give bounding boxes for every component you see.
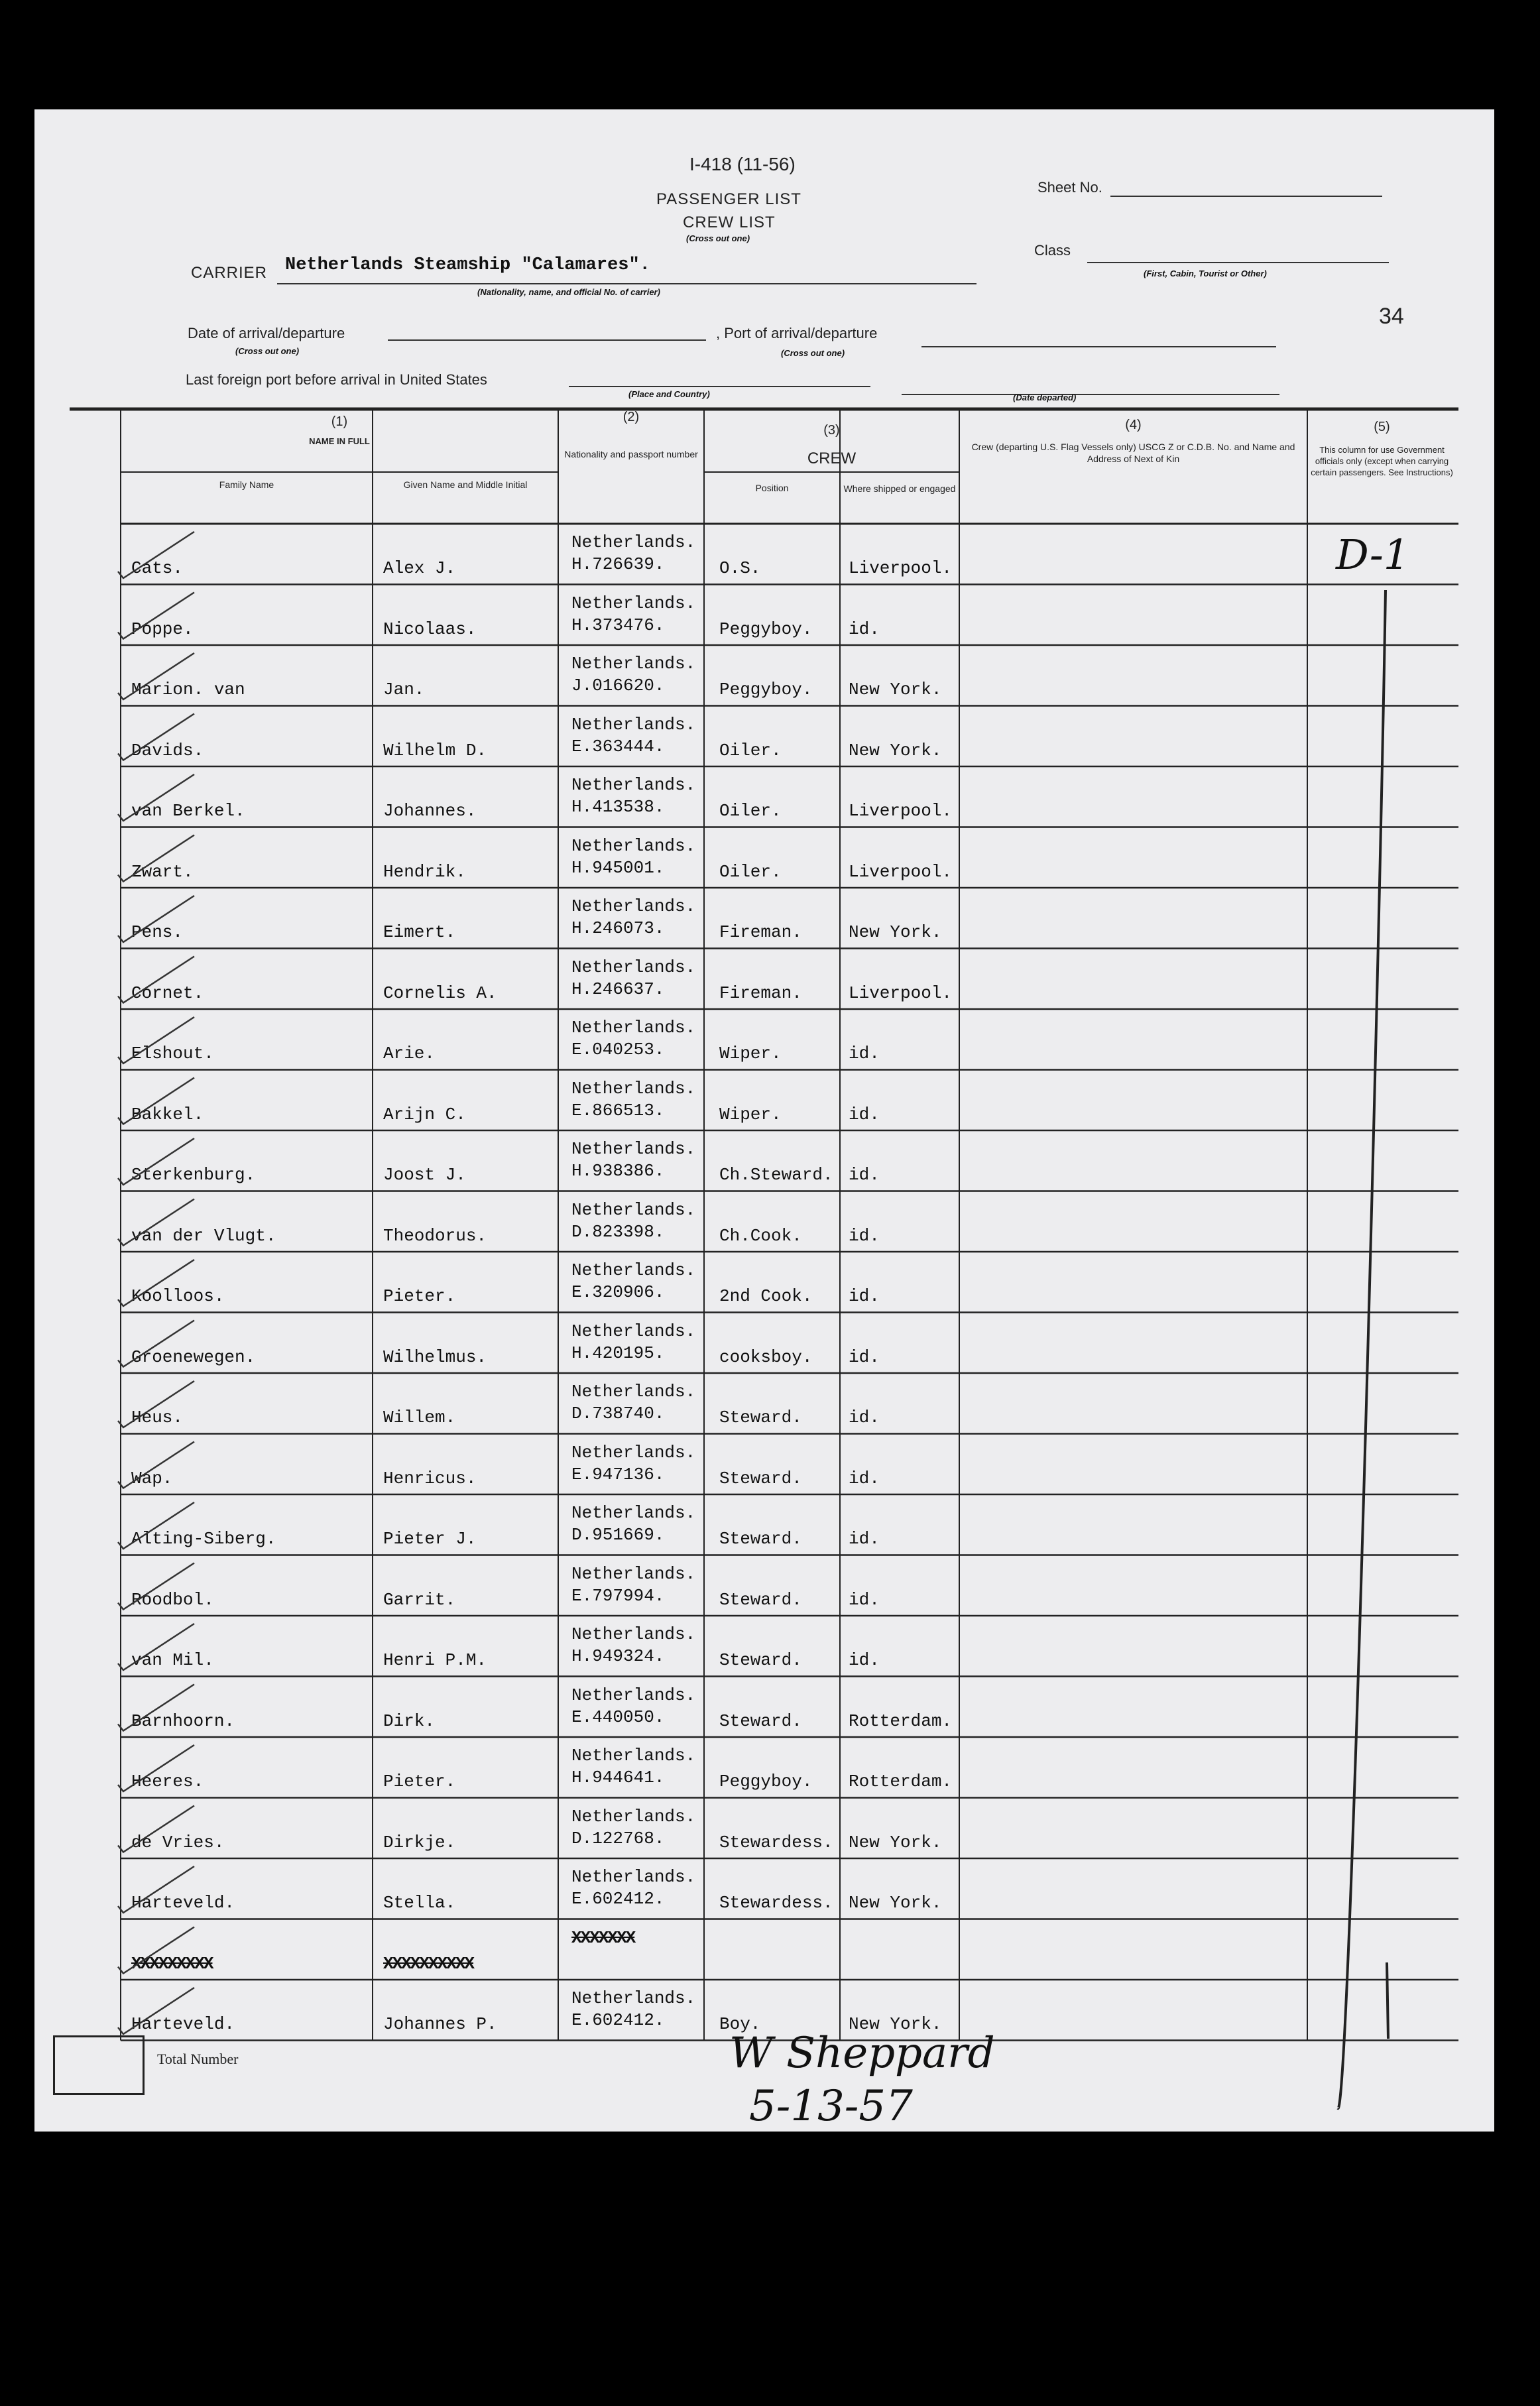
where-shipped: New York. [849, 1893, 942, 1913]
passport-number: H.944641. [571, 1768, 665, 1787]
official-column-line [1338, 590, 1386, 2108]
passport-number: E.602412. [571, 1889, 665, 1909]
nationality: Netherlands. [571, 593, 696, 613]
passport-number: D.951669. [571, 1525, 665, 1545]
passport-number: H.246637. [571, 979, 665, 999]
tick-mark [118, 714, 194, 760]
tick-mark [118, 1078, 194, 1124]
family-name: Davids. [131, 740, 204, 760]
crew-position: Wiper. [719, 1104, 782, 1124]
port-note: (Cross out one) [781, 348, 845, 358]
given-name: Pieter. [383, 1772, 456, 1791]
tick-mark [118, 1260, 194, 1306]
nationality: Netherlands. [571, 1988, 696, 2008]
tick-mark [118, 1321, 194, 1367]
where-shipped: Rotterdam. [849, 1772, 953, 1791]
col5-number: (5) [1374, 420, 1390, 434]
crew-position: Ch.Cook. [719, 1225, 802, 1246]
nationality: Netherlands. [571, 1806, 696, 1827]
page-number: 34 [1379, 304, 1404, 329]
tick-mark [118, 1685, 194, 1731]
crew-position: Fireman. [719, 922, 802, 942]
crew-position: 2nd Cook. [719, 1286, 813, 1306]
col-where-shipped: Where shipped or engaged [843, 483, 956, 494]
where-shipped: id. [849, 1225, 880, 1246]
nationality: Netherlands. [571, 1746, 696, 1766]
where-shipped: New York. [849, 1832, 942, 1852]
family-name: Heeres. [131, 1772, 204, 1791]
nationality: Netherlands. [571, 532, 696, 552]
col5-title: This column for use Government officials only (except when carrying certain passengers. See Instructions) [1311, 445, 1453, 477]
crew-position: Stewardess. [719, 1832, 833, 1852]
carrier-label: CARRIER [191, 264, 268, 282]
nationality: Netherlands. [571, 1503, 696, 1523]
given-name: Arie. [383, 1044, 436, 1063]
given-name: Joost J. [383, 1165, 466, 1185]
where-shipped: id. [849, 619, 880, 639]
passport-number: D.823398. [571, 1221, 665, 1242]
inspector-signature: W Sheppard [729, 2029, 995, 2078]
nationality: Netherlands. [571, 1442, 696, 1463]
passport-number: E.797994. [571, 1585, 665, 1606]
family-name: Pens. [131, 922, 184, 942]
crew-position: Boy. [719, 2014, 761, 2034]
crew-list-title: CREW LIST [683, 213, 776, 231]
given-name: Theodorus. [383, 1225, 487, 1246]
tick-mark [118, 1381, 194, 1427]
family-name: Alting-Siberg. [131, 1529, 276, 1549]
given-name: Stella. [383, 1893, 456, 1913]
passport-number: H.246073. [571, 918, 665, 938]
tick-mark [118, 1138, 194, 1185]
col2-number: (2) [622, 410, 640, 424]
given-name: Nicolaas. [383, 619, 477, 639]
tick-mark [118, 1745, 194, 1791]
where-shipped: id. [849, 1408, 880, 1427]
passport-number: H.420195. [571, 1343, 665, 1363]
nationality: Netherlands. [571, 1199, 696, 1220]
date-label: Date of arrival/departure [188, 325, 345, 341]
passport-number: E.866513. [571, 1100, 665, 1120]
nationality: Netherlands. [571, 1139, 696, 1159]
nationality: Netherlands. [571, 1867, 696, 1887]
nationality: Netherlands. [571, 1321, 696, 1341]
family-name: Marion. van [131, 680, 245, 699]
passport-number: D.122768. [571, 1828, 665, 1848]
family-name: Koolloos. [131, 1286, 225, 1306]
crew-position: O.S. [719, 558, 761, 578]
official-mark: D-1 [1336, 530, 1410, 579]
family-name: de Vries. [131, 1832, 225, 1852]
family-name: Barnhoorn. [131, 1711, 235, 1731]
nationality: Netherlands. [571, 1563, 696, 1584]
nationality: Netherlands. [571, 957, 696, 977]
tick-mark [118, 957, 194, 1003]
given-name: Dirk. [383, 1711, 436, 1731]
form-number: I-418 (11-56) [689, 154, 796, 174]
tick-mark [118, 1988, 194, 2034]
where-shipped: New York. [849, 2014, 942, 2034]
col1-title: NAME IN FULL [309, 436, 370, 446]
tick-mark [118, 1806, 194, 1852]
tick-mark [118, 1866, 194, 1913]
passport-number: H.413538. [571, 797, 665, 817]
where-shipped: Liverpool. [849, 983, 953, 1003]
crew-position: Steward. [719, 1408, 802, 1427]
where-shipped: Liverpool. [849, 861, 953, 882]
col1-number: (1) [331, 414, 348, 429]
passenger-list-title: PASSENGER LIST [656, 190, 801, 208]
where-shipped: id. [849, 1044, 880, 1063]
given-name: Hendrik. [383, 861, 466, 882]
tick-mark [118, 835, 194, 882]
crew-position: Steward. [719, 1711, 802, 1731]
family-name: van Mil. [131, 1650, 214, 1670]
col2-title: Nationality and passport number [564, 449, 698, 459]
crew-position: Steward. [719, 1529, 802, 1549]
family-name: Cornet. [131, 983, 204, 1003]
tick-mark [118, 1563, 194, 1610]
nationality: Netherlands. [571, 1260, 696, 1280]
tick-mark [118, 1017, 194, 1063]
passport-number: J.016620. [571, 676, 665, 695]
where-shipped: New York. [849, 922, 942, 942]
tick-mark [118, 896, 194, 942]
crew-position: Peggyboy. [719, 619, 813, 639]
given-name: Arijn C. [383, 1104, 466, 1124]
tick-mark [118, 1927, 194, 1974]
given-name: Garrit. [383, 1589, 456, 1610]
given-name: Henricus. [383, 1468, 477, 1488]
where-shipped: Rotterdam. [849, 1711, 953, 1731]
col3-number: (3) [823, 423, 840, 438]
crew-position: cooksboy. [719, 1347, 813, 1367]
family-name: Elshout. [131, 1044, 214, 1063]
where-shipped: id. [849, 1286, 880, 1306]
given-name: Johannes. [383, 801, 477, 821]
nationality: Netherlands. [571, 775, 696, 795]
nationality: Netherlands. [571, 896, 696, 916]
sheet-label: Sheet No. [1037, 179, 1102, 196]
tick-mark [118, 532, 194, 578]
where-shipped: id. [849, 1468, 880, 1488]
cross-out-note: (Cross out one) [686, 233, 750, 243]
given-name: Pieter. [383, 1286, 456, 1306]
tick-mark [118, 653, 194, 699]
family-name: Groenewegen. [131, 1347, 256, 1367]
where-shipped: Liverpool. [849, 801, 953, 821]
col4-title: Crew (departing U.S. Flag Vessels only) USCG Z or C.D.B. No. and Name and Address of Next of Kin [971, 442, 1295, 464]
tick-mark [118, 774, 194, 821]
nationality: Netherlands. [571, 1685, 696, 1705]
passport-number: E.947136. [571, 1464, 665, 1484]
signature-date: 5-13-57 [749, 2082, 913, 2131]
last-port-note: (Place and Country) [628, 389, 710, 399]
passport-number: E.040253. [571, 1040, 665, 1059]
where-shipped: Liverpool. [849, 558, 953, 578]
given-name: Wilhelmus. [383, 1347, 487, 1367]
given-name: Willem. [383, 1408, 456, 1427]
family-name: Harteveld. [131, 2014, 235, 2034]
passport-number: D.738740. [571, 1404, 665, 1423]
crew-position: Peggyboy. [719, 1772, 813, 1791]
tick-mark [118, 1624, 194, 1670]
crew-position: Fireman. [719, 983, 802, 1003]
family-name: van Berkel. [131, 801, 245, 821]
given-name: Dirkje. [383, 1832, 456, 1852]
tick-mark [118, 1502, 194, 1549]
date-note: (Cross out one) [235, 346, 300, 356]
family-name: Cats. [131, 558, 184, 578]
class-note: (First, Cabin, Tourist or Other) [1144, 269, 1267, 278]
crew-position: Steward. [719, 1650, 802, 1670]
passport-number: H.949324. [571, 1646, 665, 1666]
passport-number: E.363444. [571, 736, 665, 756]
col-given-name: Given Name and Middle Initial [403, 479, 528, 490]
nationality: Netherlands. [571, 835, 696, 856]
passport-number: H.373476. [571, 615, 665, 635]
given-name: Wilhelm D. [383, 740, 487, 760]
nationality: Netherlands. [571, 1078, 696, 1099]
nationality: Netherlands. [571, 654, 696, 674]
passport-number: E.440050. [571, 1707, 665, 1727]
crew-position: Oiler. [719, 861, 782, 882]
given-name: Pieter J. [383, 1529, 477, 1549]
date-departed-note: (Date departed) [1013, 392, 1077, 402]
passport-number: E.602412. [571, 2010, 665, 2030]
where-shipped: New York. [849, 680, 942, 699]
tick-mark [118, 1199, 194, 1246]
given-name: Eimert. [383, 922, 456, 942]
family-name: van der Vlugt. [131, 1225, 276, 1246]
family-name: Bakkel. [131, 1104, 204, 1124]
where-shipped: id. [849, 1347, 880, 1367]
carrier-note: (Nationality, name, and official No. of carrier) [477, 287, 660, 297]
where-shipped: id. [849, 1529, 880, 1549]
family-name: Poppe. [131, 619, 194, 639]
crew-position: Steward. [719, 1468, 802, 1488]
class-label: Class [1034, 242, 1071, 259]
family-name: XXXXXXXXX [131, 1953, 213, 1974]
tick-mark [118, 1442, 194, 1488]
where-shipped: id. [849, 1165, 880, 1185]
given-name: Henri P.M. [383, 1650, 487, 1670]
passport-number: H.938386. [571, 1161, 665, 1181]
crew-position: Steward. [719, 1589, 802, 1610]
port-label: , Port of arrival/departure [716, 325, 878, 341]
total-number-label: Total Number [157, 2051, 239, 2067]
crew-position: Oiler. [719, 801, 782, 821]
col-family-name: Family Name [219, 479, 274, 490]
family-name: Wap. [131, 1468, 173, 1488]
passport-number: H.945001. [571, 857, 665, 878]
tick-mark [118, 593, 194, 639]
where-shipped: New York. [849, 740, 942, 760]
family-name: Roodbol. [131, 1589, 214, 1610]
where-shipped: id. [849, 1650, 880, 1670]
given-name: Cornelis A. [383, 983, 497, 1003]
crew-position: Ch.Steward. [719, 1165, 833, 1185]
last-port-label: Last foreign port before arrival in United States [186, 371, 487, 388]
given-name: Johannes P. [383, 2014, 497, 2034]
family-name: Sterkenburg. [131, 1165, 256, 1185]
crew-position: Wiper. [719, 1044, 782, 1063]
nationality: Netherlands. [571, 714, 696, 735]
col4-number: (4) [1125, 418, 1142, 432]
family-name: Harteveld. [131, 1893, 235, 1913]
passport-number: E.320906. [571, 1282, 665, 1302]
given-name: Alex J. [383, 558, 456, 578]
passport-number: H.726639. [571, 554, 665, 574]
family-name: Zwart. [131, 861, 194, 882]
nationality: Netherlands. [571, 1382, 696, 1402]
family-name: Heus. [131, 1408, 184, 1427]
col-position: Position [755, 483, 789, 493]
total-number-box [53, 2035, 145, 2095]
tick-marks [118, 532, 194, 2034]
given-name: XXXXXXXXXX [383, 1953, 474, 1974]
crew-position: Oiler. [719, 740, 782, 760]
nationality: XXXXXXX [571, 1927, 635, 1948]
where-shipped: id. [849, 1589, 880, 1610]
nationality: Netherlands. [571, 1018, 696, 1038]
where-shipped: id. [849, 1104, 880, 1124]
given-name: Jan. [383, 680, 425, 699]
col3-title: CREW [807, 450, 857, 467]
crew-position: Peggyboy. [719, 680, 813, 699]
nationality: Netherlands. [571, 1624, 696, 1644]
crew-position: Stewardess. [719, 1893, 833, 1913]
carrier-value: Netherlands Steamship "Calamares". [285, 255, 650, 275]
official-column-line-lower [1387, 1962, 1388, 2039]
